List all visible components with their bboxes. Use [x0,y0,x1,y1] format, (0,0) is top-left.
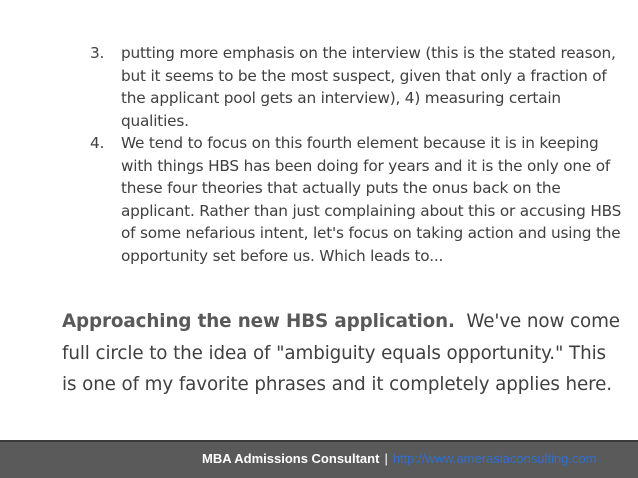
footer-website-link[interactable]: http://www.amerasiaconsulting.com [392,451,597,466]
footer-content [202,451,597,466]
paragraph-heading: Approaching the new HBS application. [62,311,455,332]
list-item [62,42,622,132]
footer-label: MBA Admissions Consultant [202,451,380,466]
closing-paragraph [62,306,622,401]
list-item-number: 3. [90,44,105,62]
list-item [62,132,622,267]
list-item-number: 4. [90,134,105,152]
footer-separator: | [384,451,388,466]
paragraph-body: We've now come full circle to the idea of "ambiguity equals opportunity." This is one of my favorite phrases and it completely applies here. [62,311,620,395]
list-item-text: We tend to focus on this fourth element because it is in keeping with things HBS has been doing for years and it is the only one of these four theories that actually puts the onus back on the applicant. Rather than just complaining about this or accusing HBS of some nefarious intent, let's focus on taking action and using the opportunity set before us. Which leads to... [121,134,622,265]
footer-bar [0,440,638,478]
list-item-text: putting more emphasis on the interview (this is the stated reason, but it seems to be the most suspect, given that only a fraction of the applicant pool gets an interview), 4) measuring certain qualities. [121,44,616,130]
numbered-list [62,42,622,267]
